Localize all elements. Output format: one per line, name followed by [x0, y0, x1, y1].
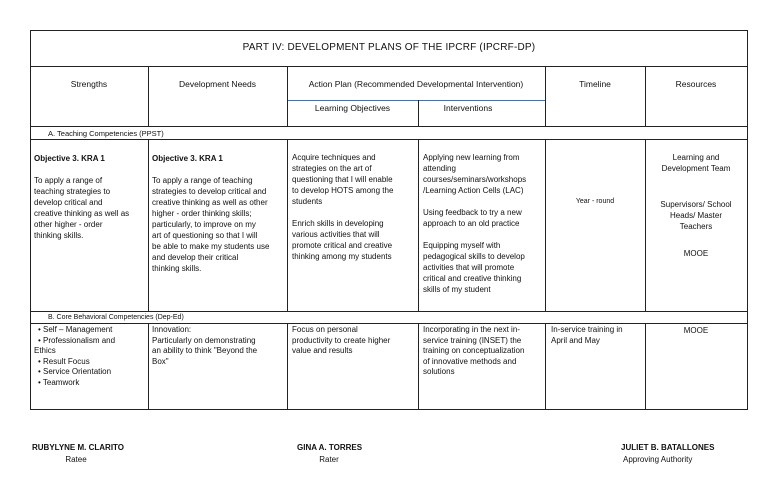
table-top-border: [30, 30, 748, 31]
section-a-label: A. Teaching Competencies (PPST): [48, 129, 164, 138]
section-a-needs-text: To apply a range of teaching strategies to develop critical and creative thinking as well as other higher - order thinking skills; particularly, to improve on my art of questioning so that I will be able to make my students use and develop their critical thinking skills.: [152, 176, 270, 273]
header-row-bottom: [30, 126, 748, 127]
section-a-timeline: Year - round: [575, 198, 615, 205]
header-action-plan: Action Plan (Recommended Developmental Intervention): [308, 79, 524, 89]
col-divider-4: [545, 66, 546, 126]
rater-role: Rater: [319, 455, 339, 464]
list-item: • Service Orientation: [38, 367, 112, 376]
col-divider-2b: [287, 323, 288, 409]
col-divider-5: [645, 66, 646, 126]
title-row-bottom: [30, 66, 748, 67]
col-divider-2a: [287, 139, 288, 311]
table-bottom-border: [30, 409, 748, 410]
header-development-needs: Development Needs: [178, 79, 256, 89]
list-item: • Result Focus: [38, 356, 90, 366]
rater-name: GINA A. TORRES: [297, 443, 363, 452]
section-a-strengths-objective: Objective 3. KRA 1: [34, 154, 105, 163]
col-divider-3a: [418, 139, 419, 311]
section-a-resources-2: Supervisors/ School Heads/ Master Teachers: [660, 200, 732, 231]
col-divider-1: [148, 66, 149, 126]
approving-authority-name: JULIET B. BATALLONES: [621, 443, 715, 452]
col-divider-1a: [148, 139, 149, 311]
section-b-label: B. Core Behavioral Competencies (Dep-Ed): [48, 314, 184, 321]
section-a-needs-objective: Objective 3. KRA 1: [152, 154, 223, 163]
section-b-strengths-list: [34, 325, 146, 388]
section-a-resources-1: Learning and Development Team: [661, 153, 731, 173]
header-learning-objectives: Learning Objectives: [314, 103, 391, 113]
section-b-objectives-text: Focus on personal productivity to create higher value and results: [292, 325, 391, 355]
col-divider-4b: [545, 323, 546, 409]
col-divider-1b: [148, 323, 149, 409]
header-timeline: Timeline: [579, 79, 611, 89]
section-b-label-bottom: [30, 323, 748, 324]
header-strengths: Strengths: [70, 79, 108, 89]
table-right-border: [747, 30, 748, 409]
section-b-interventions-text: Incorporating in the next in- service training (INSET) the training on conceptualization of innovative methods and solutions: [423, 325, 525, 376]
col-divider-3b: [418, 323, 419, 409]
section-a-strengths-text: To apply a range of teaching strategies to develop critical and creative thinking as well as other higher - order thinking skills.: [34, 176, 130, 240]
ratee-role: Ratee: [65, 455, 87, 464]
page-title: PART IV: DEVELOPMENT PLANS OF THE IPCRF (IPCRF-DP): [242, 42, 536, 53]
header-interventions: Interventions: [443, 103, 493, 113]
list-item: • Self – Management: [38, 325, 113, 334]
section-a-objectives-text: Acquire techniques and strategies on the art of questioning that I will enable to develop HOTS among the students Enrich skills in developing various activities that will promote critical and creative thinking among my students: [292, 153, 394, 261]
header-subdivider: [287, 100, 545, 101]
list-item: Ethics: [34, 346, 56, 355]
list-item: • Professionalism and: [38, 335, 116, 345]
ratee-name: RUBYLYNE M. CLARITO: [32, 443, 125, 452]
col-divider-4a: [545, 139, 546, 311]
col-divider-2: [287, 66, 288, 126]
section-b-timeline: In-service training in April and May: [551, 325, 623, 345]
header-resources: Resources: [675, 79, 717, 89]
section-a-resources-3: MOOE: [683, 249, 709, 258]
section-b-needs-text: Innovation: Particularly on demonstrating an ability to think "Beyond the Box": [152, 325, 258, 366]
approving-authority-role: Approving Authority: [623, 455, 693, 464]
list-item: • Teamwork: [38, 377, 80, 387]
section-b-resources: MOOE: [683, 326, 709, 335]
section-a-label-bottom: [30, 139, 748, 140]
section-a-interventions-text: Applying new learning from attending courses/seminars/workshops /Learning Action Cells (LAC) Using feedback to try a new approach to an old practice Equipping myself with pedagogical skills to develop activities that will promote critical and creative thinking skills of my student: [423, 153, 527, 294]
